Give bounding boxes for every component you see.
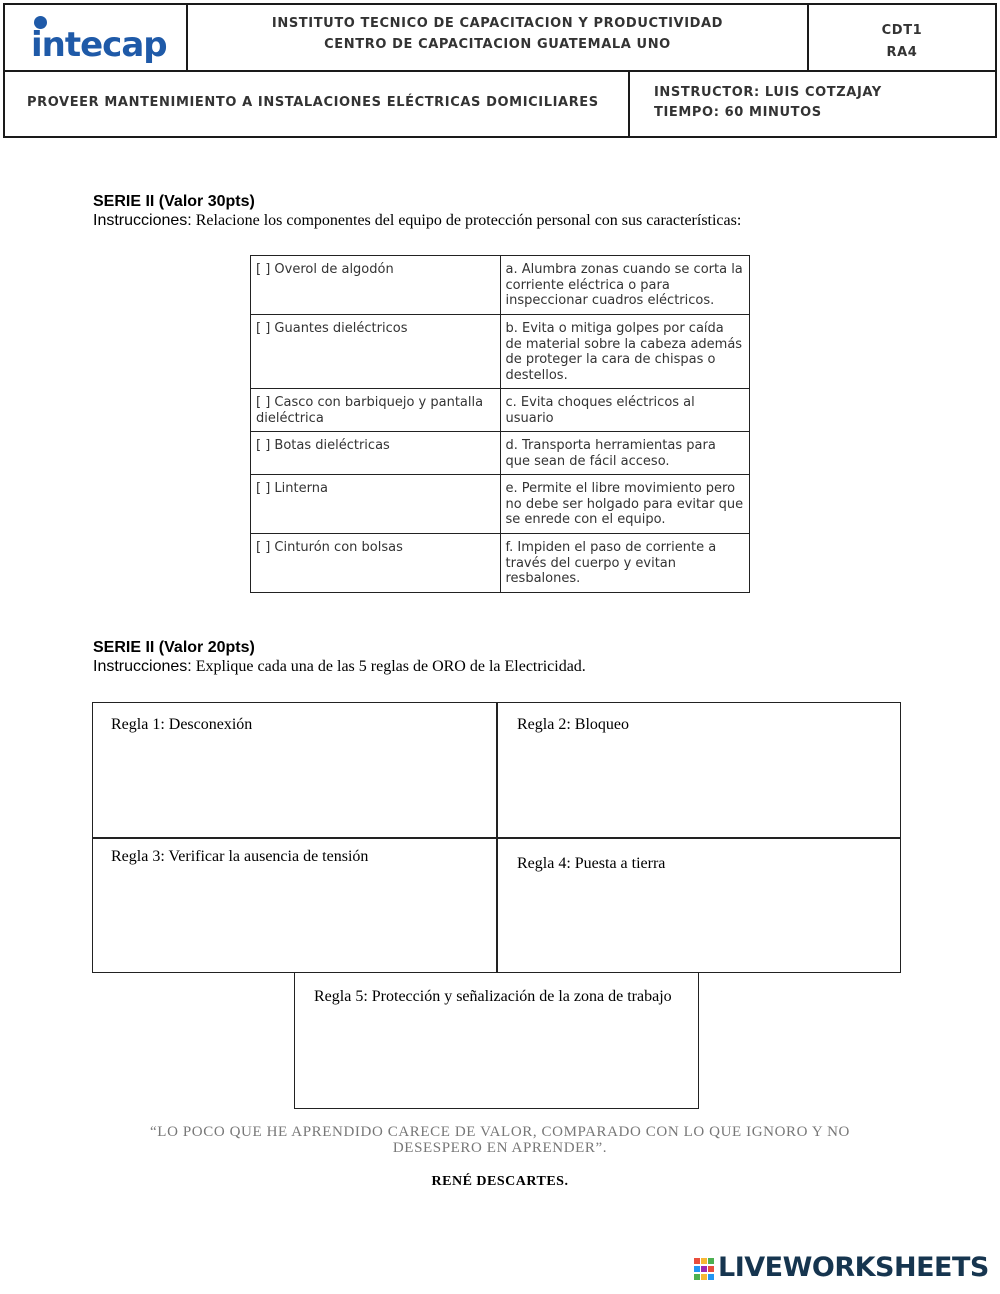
match-item-right: b. Evita o mitiga golpes por caída de material sobre la cabeza además de proteger la cara de chispas o destellos.	[500, 315, 750, 389]
serie2-title: SERIE II (Valor 20pts)	[93, 639, 255, 656]
match-item-left[interactable]: [ ] Overol de algodón	[251, 256, 501, 315]
rule-4-label: Regla 4: Puesta a tierra	[517, 855, 666, 872]
match-item-right: a. Alumbra zonas cuando se corta la corriente eléctrica o para inspeccionar cuadros eléctricos.	[500, 256, 750, 315]
table-row	[251, 389, 750, 432]
liveworksheets-watermark[interactable]: LIVEWORKSHEETS	[718, 1252, 989, 1283]
exam-time: TIEMPO: 60 MINUTOS	[654, 105, 822, 120]
rule-3-box[interactable]	[92, 837, 498, 973]
match-item-left[interactable]: [ ] Casco con barbiquejo y pantalla dieléctrica	[251, 389, 501, 432]
serie2-instr-label: Instrucciones:	[93, 658, 192, 675]
match-item-left[interactable]: [ ] Cinturón con bolsas	[251, 534, 501, 593]
match-item-left[interactable]: [ ] Linterna	[251, 475, 501, 534]
match-item-right: d. Transporta herramientas para que sean de fácil acceso.	[500, 432, 750, 475]
rule-5-box[interactable]	[294, 972, 699, 1109]
table-row	[251, 315, 750, 389]
serie1-instr-label: Instrucciones:	[93, 212, 192, 229]
header-code-cell	[807, 3, 997, 72]
quote-author: RENÉ DESCARTES.	[431, 1174, 569, 1189]
serie2-instructions	[93, 658, 586, 676]
match-item-right: c. Evita choques eléctricos al usuario	[500, 389, 750, 432]
header-course-cell	[3, 70, 630, 138]
rule-1-label: Regla 1: Desconexión	[111, 716, 253, 733]
ra-code: RA4	[886, 45, 918, 60]
serie1-instr-text: Relacione los componentes del equipo de protección personal con sus características:	[191, 212, 742, 229]
table-row	[251, 256, 750, 315]
rule-2-label: Regla 2: Bloqueo	[517, 716, 629, 733]
table-row	[251, 432, 750, 475]
course-title: PROVEER MANTENIMIENTO A INSTALACIONES ELÉCTRICAS DOMICILIARES	[27, 95, 599, 110]
table-row	[251, 534, 750, 593]
header-instructor-cell	[628, 70, 997, 138]
rule-4-box[interactable]	[496, 837, 901, 973]
quote-text: “LO POCO QUE HE APRENDIDO CARECE DE VALOR, COMPARADO CON LO QUE IGNORO Y NO DESESPERO EN APRENDER”.	[150, 1124, 850, 1156]
table-row	[251, 475, 750, 534]
serie2-instr-text: Explique cada una de las 5 reglas de ORO de la Electricidad.	[191, 658, 586, 675]
liveworksheets-logo-icon	[694, 1258, 716, 1282]
center-name: CENTRO DE CAPACITACION GUATEMALA UNO	[324, 37, 671, 52]
rule-2-box[interactable]	[496, 702, 901, 839]
matching-table	[250, 255, 750, 593]
institute-name: INSTITUTO TECNICO DE CAPACITACION Y PRODUCTIVIDAD	[271, 16, 724, 31]
header-institute-cell	[186, 3, 809, 72]
rule-3-label: Regla 3: Verificar la ausencia de tensión	[111, 848, 369, 865]
rule-1-box[interactable]	[92, 702, 498, 839]
rule-5-label: Regla 5: Protección y señalización de la zona de trabajo	[314, 988, 672, 1005]
match-item-left[interactable]: [ ] Botas dieléctricas	[251, 432, 501, 475]
intecap-logo: intecap	[31, 25, 167, 65]
serie1-instructions	[93, 212, 741, 230]
match-item-right: e. Permite el libre movimiento pero no debe ser holgado para evitar que se enrede con el equipo.	[500, 475, 750, 534]
match-item-right: f. Impiden el paso de corriente a través del cuerpo y evitan resbalones.	[500, 534, 750, 593]
course-code: CDT1	[881, 23, 923, 38]
serie1-title: SERIE II (Valor 30pts)	[93, 193, 255, 210]
instructor-name: INSTRUCTOR: LUIS COTZAJAY	[654, 85, 882, 100]
match-item-left[interactable]: [ ] Guantes dieléctricos	[251, 315, 501, 389]
header-logo-cell	[3, 3, 188, 72]
